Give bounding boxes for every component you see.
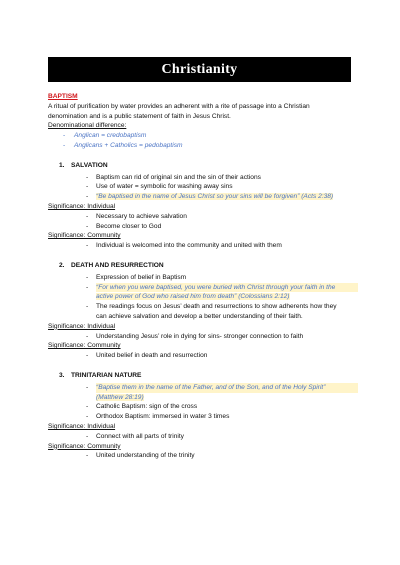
section-heading: 1. SALVATION bbox=[59, 161, 108, 169]
bullet-dash: - bbox=[63, 132, 66, 140]
sig-community-label: Significance: Community bbox=[48, 232, 121, 240]
quote-item: - “Baptise them in the name of the Father, and of the Son, and of the Holy Spirit” (Matthew 28:19) bbox=[48, 383, 358, 403]
section-heading: 2. DEATH AND RESURRECTION bbox=[59, 261, 164, 269]
baptism-heading: BAPTISM bbox=[48, 93, 78, 100]
list-item: - Expression of belief in Baptism bbox=[86, 273, 187, 281]
title-banner bbox=[48, 57, 351, 82]
denomination-item: - Anglicans + Catholics = pedobaptism bbox=[63, 141, 183, 149]
quote-item: - “Be baptised in the name of Jesus Christ so your sins will be forgiven” (Acts 2:38) bbox=[86, 193, 334, 201]
sig-community-label: Significance: Community bbox=[48, 342, 121, 350]
section-salvation bbox=[48, 161, 358, 251]
bullet-dash: - bbox=[63, 141, 66, 149]
list-item: - The readings focus on Jesus’ death and resurrections to show adherents how they can achieve salvation and develop a better understanding of their faith. bbox=[86, 303, 337, 320]
list-item: - United understanding of the trinity bbox=[86, 452, 195, 460]
list-item: - Catholic Baptism: sign of the cross bbox=[86, 403, 198, 411]
document-body bbox=[48, 92, 358, 461]
list-item: - Understanding Jesus’ role in dying for sins- stronger connection to faith bbox=[86, 332, 304, 340]
sig-community-label: Significance: Community bbox=[48, 442, 121, 450]
intro-line-1: A ritual of purification by water provides an adherent with a rite of passage into a Christian bbox=[48, 102, 310, 110]
denominational-label: Denominational difference: bbox=[48, 122, 127, 130]
list-item: - Baptism can rid of original sin and the sin of their actions bbox=[86, 173, 261, 181]
list-item: - Orthodox Baptism: immersed in water 3 times bbox=[86, 413, 230, 421]
sig-individual-label: Significance: Individual bbox=[48, 422, 116, 430]
list-item: - Necessary to achieve salvation bbox=[86, 212, 187, 220]
quote-item: - “For when you were baptised, you were buried with Christ through your faith in the active power of God who raised him from death” (Colossians 2:12) bbox=[48, 283, 358, 303]
list-item: - United belief in death and resurrection bbox=[86, 352, 208, 360]
list-item: - Use of water = symbolic for washing away sins bbox=[86, 183, 233, 191]
denomination-item: - Anglican = credobaptism bbox=[63, 132, 147, 140]
sig-individual-label: Significance: Individual bbox=[48, 322, 116, 330]
intro-line-2: denomination and is a public statement of faith in Jesus Christ. bbox=[48, 112, 231, 120]
sig-individual-label: Significance: Individual bbox=[48, 202, 116, 210]
list-item: - Individual is welcomed into the community and united with them bbox=[86, 242, 282, 250]
list-item: - Connect with all parts of trinity bbox=[86, 432, 184, 440]
section-death-resurrection bbox=[48, 261, 358, 361]
section-trinitarian bbox=[48, 371, 358, 461]
page-title: Christianity bbox=[161, 61, 238, 77]
section-heading: 3. TRINITARIAN NATURE bbox=[59, 371, 142, 379]
list-item: - Become closer to God bbox=[86, 222, 162, 230]
